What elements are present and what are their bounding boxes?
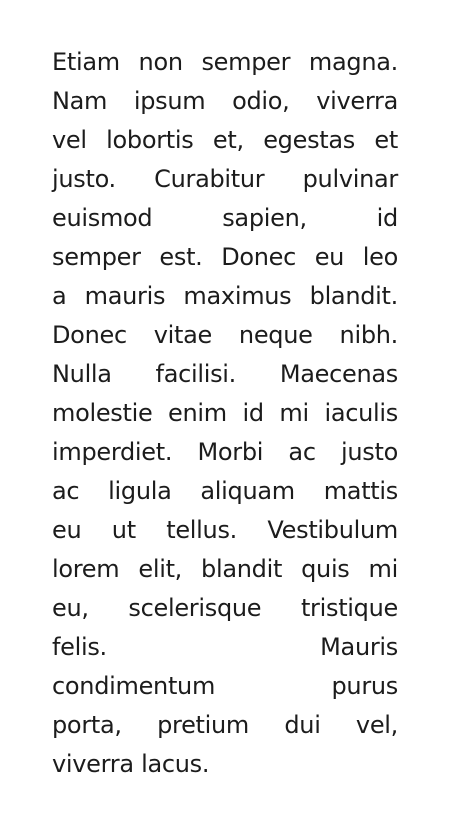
body-paragraph <box>52 43 398 784</box>
paragraph-line: Nulla facilisi. Maecenas <box>52 360 398 388</box>
paragraph-line: ac ligula aliquam mattis <box>52 477 398 505</box>
paragraph-line: Donec vitae neque nibh. <box>52 321 398 349</box>
paragraph-line: felis. Mauris <box>52 633 398 661</box>
paragraph-line: condimentum purus <box>52 672 398 700</box>
paragraph-line: Nam ipsum odio, viverra <box>52 87 398 115</box>
paragraph-line: vel lobortis et, egestas et <box>52 126 398 154</box>
paragraph-line: justo. Curabitur pulvinar <box>52 165 398 193</box>
paragraph-line: lorem elit, blandit quis mi <box>52 555 398 583</box>
paragraph-line: eu, scelerisque tristique <box>52 594 398 622</box>
paragraph-line: molestie enim id mi iaculis <box>52 399 398 427</box>
paragraph-line: semper est. Donec eu leo <box>52 243 398 271</box>
paragraph-line: viverra lacus. <box>52 750 210 778</box>
paragraph-line: porta, pretium dui vel, <box>52 711 398 739</box>
paragraph-line: imperdiet. Morbi ac justo <box>52 438 398 466</box>
paragraph-line: euismod sapien, id <box>52 204 398 232</box>
paragraph-line: a mauris maximus blandit. <box>52 282 398 310</box>
paragraph-line: eu ut tellus. Vestibulum <box>52 516 398 544</box>
paragraph-line: Etiam non semper magna. <box>52 48 398 76</box>
